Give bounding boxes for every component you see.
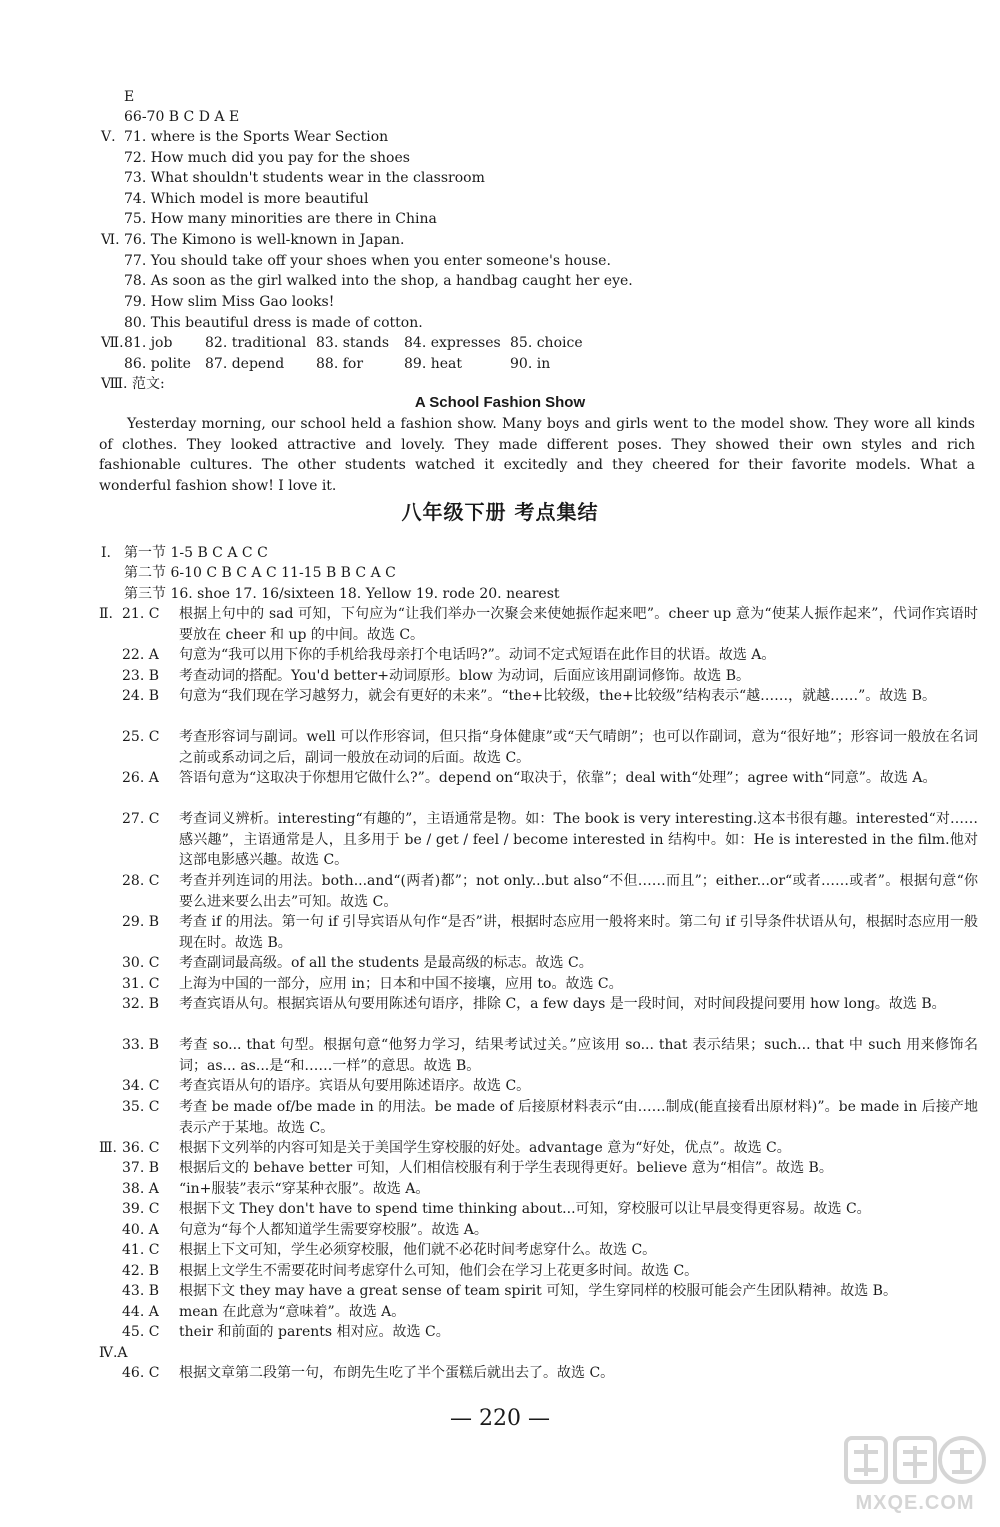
answer-explanation: 句意为“我们现在学习越努力，就会有更好的未来”。“the+比较级，the+比较级”结构表示“越……，就越……”。故选 B。 bbox=[179, 688, 936, 704]
answer-explanation: 考查宾语从句。根据宾语从句要用陈述句语序，排除 C，a few days 是一段时间，对时间段提问要用 how long。故选 B。 bbox=[179, 996, 946, 1012]
vocab-answer: 90. in bbox=[510, 356, 551, 372]
section-5-line: 72. How much did you pay for the shoes bbox=[124, 150, 410, 166]
part-1-label: Ⅰ. bbox=[101, 545, 111, 561]
answer-number: 21. C bbox=[122, 606, 160, 622]
part-1-line: 第三节 16. shoe 17. 16/sixteen 18. Yellow 19. rode 20. nearest bbox=[124, 586, 560, 602]
answer-number: 45. C bbox=[122, 1324, 160, 1340]
section-5-line: 71. where is the Sports Wear Section bbox=[124, 129, 389, 145]
answer-number: 42. B bbox=[122, 1263, 160, 1279]
section-6-label: Ⅵ. bbox=[101, 232, 120, 248]
answer-number: 26. A bbox=[122, 770, 159, 786]
section-6-line: 78. As soon as the girl walked into the shop, a handbag caught her eye. bbox=[124, 273, 633, 289]
header-line-e: E bbox=[124, 89, 135, 105]
part-4-label: Ⅳ.A bbox=[99, 1345, 128, 1361]
watermark-icon bbox=[840, 1430, 990, 1492]
section-8-label: Ⅷ. 范文: bbox=[101, 376, 165, 392]
answer-explanation: 根据下文列举的内容可知是关于美国学生穿校服的好处。advantage 意为“好处，优点”。故选 C。 bbox=[179, 1140, 791, 1156]
answer-number: 41. C bbox=[122, 1242, 160, 1258]
answer-number: 39. C bbox=[122, 1201, 160, 1217]
answer-number: 22. A bbox=[122, 647, 159, 663]
answer-explanation: 根据上下文可知，学生必须穿校服，他们就不必花时间考虑穿什么。故选 C。 bbox=[179, 1242, 657, 1258]
vocab-answer: 84. expresses bbox=[404, 335, 501, 351]
essay-body: Yesterday morning, our school held a fashion show. Many boys and girls went to the model show. They wore all kinds of clothes. They looked attractive and lovely. They made different poses. They showed their own styles and rich fashionable cultures. The other students watched it excitedly and they cheered for their favorite models. What a wonderful fashion show! I love it. bbox=[99, 416, 975, 494]
answer-explanation: 根据上文学生不需要花时间考虑穿什么可知，他们会在学习上花更多时间。故选 C。 bbox=[179, 1263, 699, 1279]
answer-number: 38. A bbox=[122, 1181, 159, 1197]
vocab-answer: 81. job bbox=[124, 335, 173, 351]
answer-explanation: 考查形容词与副词。well 可以作形容词，但只指“身体健康”或“天气晴朗”；也可以作副词，意为“很好地”；形容词一般放在名词之前或系动词之后，副词一般放在动词的后面。故选 C。 bbox=[179, 729, 978, 766]
answer-explanation: 句意为“每个人都知道学生需要穿校服”。故选 A。 bbox=[179, 1222, 488, 1238]
answer-explanation: “in+服装”表示“穿某种衣服”。故选 A。 bbox=[179, 1181, 430, 1197]
essay-title: A School Fashion Show bbox=[414, 394, 586, 411]
answer-number: 46. C bbox=[122, 1365, 160, 1381]
answer-explanation: 根据后文的 behave better 可知，人们相信校服有利于学生表现得更好。believe 意为“相信”。故选 B。 bbox=[179, 1160, 833, 1176]
answer-explanation: their 和前面的 parents 相对应。故选 C。 bbox=[179, 1324, 450, 1340]
part-1-line: 第二节 6-10 C B C A C 11-15 B B C A C bbox=[124, 565, 396, 581]
answer-number: 35. C bbox=[122, 1099, 160, 1115]
answer-explanation: 考查 be made of/be made in 的用法。be made of 后接原材料表示“由……制成(能直接看出原材料)”。be made in 后接产地表示产于某地。故选 C。 bbox=[179, 1099, 978, 1136]
section-6-line: 80. This beautiful dress is made of cotton. bbox=[124, 315, 423, 331]
answer-explanation: 根据下文 they may have a great sense of team spirit 可知，学生穿同样的校服可能会产生团队精神。故选 B。 bbox=[179, 1283, 897, 1299]
answer-explanation: 上海为中国的一部分，应用 in；日本和中国不接壤，应用 to。故选 C。 bbox=[179, 976, 623, 992]
answer-explanation: 考查并列连词的用法。both...and“(两者)都”；not only...but also“不但……而且”；either...or“或者……或者”。根据句意“你要么进来要么出去”可知。故选 C。 bbox=[179, 873, 978, 910]
answer-number: 30. C bbox=[122, 955, 160, 971]
section-5-label: Ⅴ. bbox=[101, 129, 116, 145]
vocab-answer: 83. stands bbox=[316, 335, 390, 351]
answer-number: 34. C bbox=[122, 1078, 160, 1094]
answer-number: 33. B bbox=[122, 1037, 160, 1053]
answer-number: 43. B bbox=[122, 1283, 160, 1299]
part-3-label: Ⅲ. bbox=[99, 1140, 117, 1156]
vocab-answer: 89. heat bbox=[404, 356, 462, 372]
vocab-answer: 87. depend bbox=[205, 356, 285, 372]
vocab-answer: 82. traditional bbox=[205, 335, 307, 351]
answer-number: 29. B bbox=[122, 914, 160, 930]
vocab-answer: 86. polite bbox=[124, 356, 191, 372]
section-5-line: 74. Which model is more beautiful bbox=[124, 191, 369, 207]
header-line-66-70: 66-70 B C D A E bbox=[124, 109, 240, 125]
answer-explanation: 考查宾语从句的语序。宾语从句要用陈述语序。故选 C。 bbox=[179, 1078, 531, 1094]
answer-explanation: 根据文章第二段第一句，布朗先生吃了半个蛋糕后就出去了。故选 C。 bbox=[179, 1365, 615, 1381]
watermark-text: MXQE.COM bbox=[855, 1492, 975, 1514]
answer-explanation: 考查 if 的用法。第一句 if 引导宾语从句作“是否”讲，根据时态应用一般将来时。第二句 if 引导条件状语从句，根据时态应用一般现在时。故选 B。 bbox=[179, 914, 978, 951]
section-5-line: 73. What shouldn't students wear in the classroom bbox=[124, 170, 485, 186]
answer-number: 25. C bbox=[122, 729, 160, 745]
answer-number: 27. C bbox=[122, 811, 160, 827]
answer-explanation: 根据上句中的 sad 可知，下句应为“让我们举办一次聚会来使她振作起来吧”。cheer up 意为“使某人振作起来”，代词作宾语时要放在 cheer 和 up 的中间。故选 C。 bbox=[179, 606, 978, 643]
page-number: — 220 — bbox=[450, 1406, 550, 1431]
chapter-title: 八年级下册 考点集结 bbox=[401, 500, 599, 524]
answer-number: 31. C bbox=[122, 976, 160, 992]
answer-number: 24. B bbox=[122, 688, 160, 704]
vocab-answer: 85. choice bbox=[510, 335, 583, 351]
vocab-answer: 88. for bbox=[316, 356, 364, 372]
answer-explanation: 考查动词的搭配。You'd better+动词原形。blow 为动词，后面应该用副词修饰。故选 B。 bbox=[179, 668, 750, 684]
answer-number: 44. A bbox=[122, 1304, 159, 1320]
answer-explanation: 考查 so... that 句型。根据句意“他努力学习，结果考试过关。”应该用 so... that 表示结果；such... that 中 such 用来修饰名词；as... as...是“和……一样”的意思。故选 B。 bbox=[179, 1037, 978, 1074]
part-1-line: 第一节 1-5 B C A C C bbox=[124, 545, 268, 561]
answer-explanation: 根据下文 They don't have to spend time thinking about...可知，穿校服可以让早晨变得更容易。故选 C。 bbox=[179, 1201, 871, 1217]
answer-number: 36. C bbox=[122, 1140, 160, 1156]
answer-number: 40. A bbox=[122, 1222, 159, 1238]
answer-explanation: 考查副词最高级。of all the students 是最高级的标志。故选 C。 bbox=[179, 955, 593, 971]
section-5-line: 75. How many minorities are there in China bbox=[124, 211, 437, 227]
watermark-logo bbox=[840, 1430, 990, 1520]
part-2-label: Ⅱ. bbox=[99, 606, 113, 622]
section-7-label: Ⅶ. bbox=[101, 335, 124, 351]
section-6-line: 79. How slim Miss Gao looks! bbox=[124, 294, 335, 310]
section-6-line: 77. You should take off your shoes when you enter someone's house. bbox=[124, 253, 611, 269]
answer-explanation: 句意为“我可以用下你的手机给我母亲打个电话吗?”。动词不定式短语在此作目的状语。故选 A。 bbox=[179, 647, 776, 663]
answer-explanation: 答语句意为“这取决于你想用它做什么?”。depend on“取决于，依靠”；deal with“处理”；agree with“同意”。故选 A。 bbox=[179, 770, 937, 786]
answer-number: 37. B bbox=[122, 1160, 160, 1176]
answer-number: 23. B bbox=[122, 668, 160, 684]
answer-explanation: 考查词义辨析。interesting“有趣的”，主语通常是物。如：The book is very interesting.这本书很有趣。interested“对……感兴趣”，主语通常是人，且多用于 be / get / feel / become interested in 结构中。如：He is interested in the film.他对这部电影感兴趣。故选 C。 bbox=[179, 811, 978, 868]
answer-number: 32. B bbox=[122, 996, 160, 1012]
answer-explanation: mean 在此意为“意味着”。故选 A。 bbox=[179, 1304, 406, 1320]
answer-number: 28. C bbox=[122, 873, 160, 889]
section-6-line: 76. The Kimono is well-known in Japan. bbox=[124, 232, 405, 248]
